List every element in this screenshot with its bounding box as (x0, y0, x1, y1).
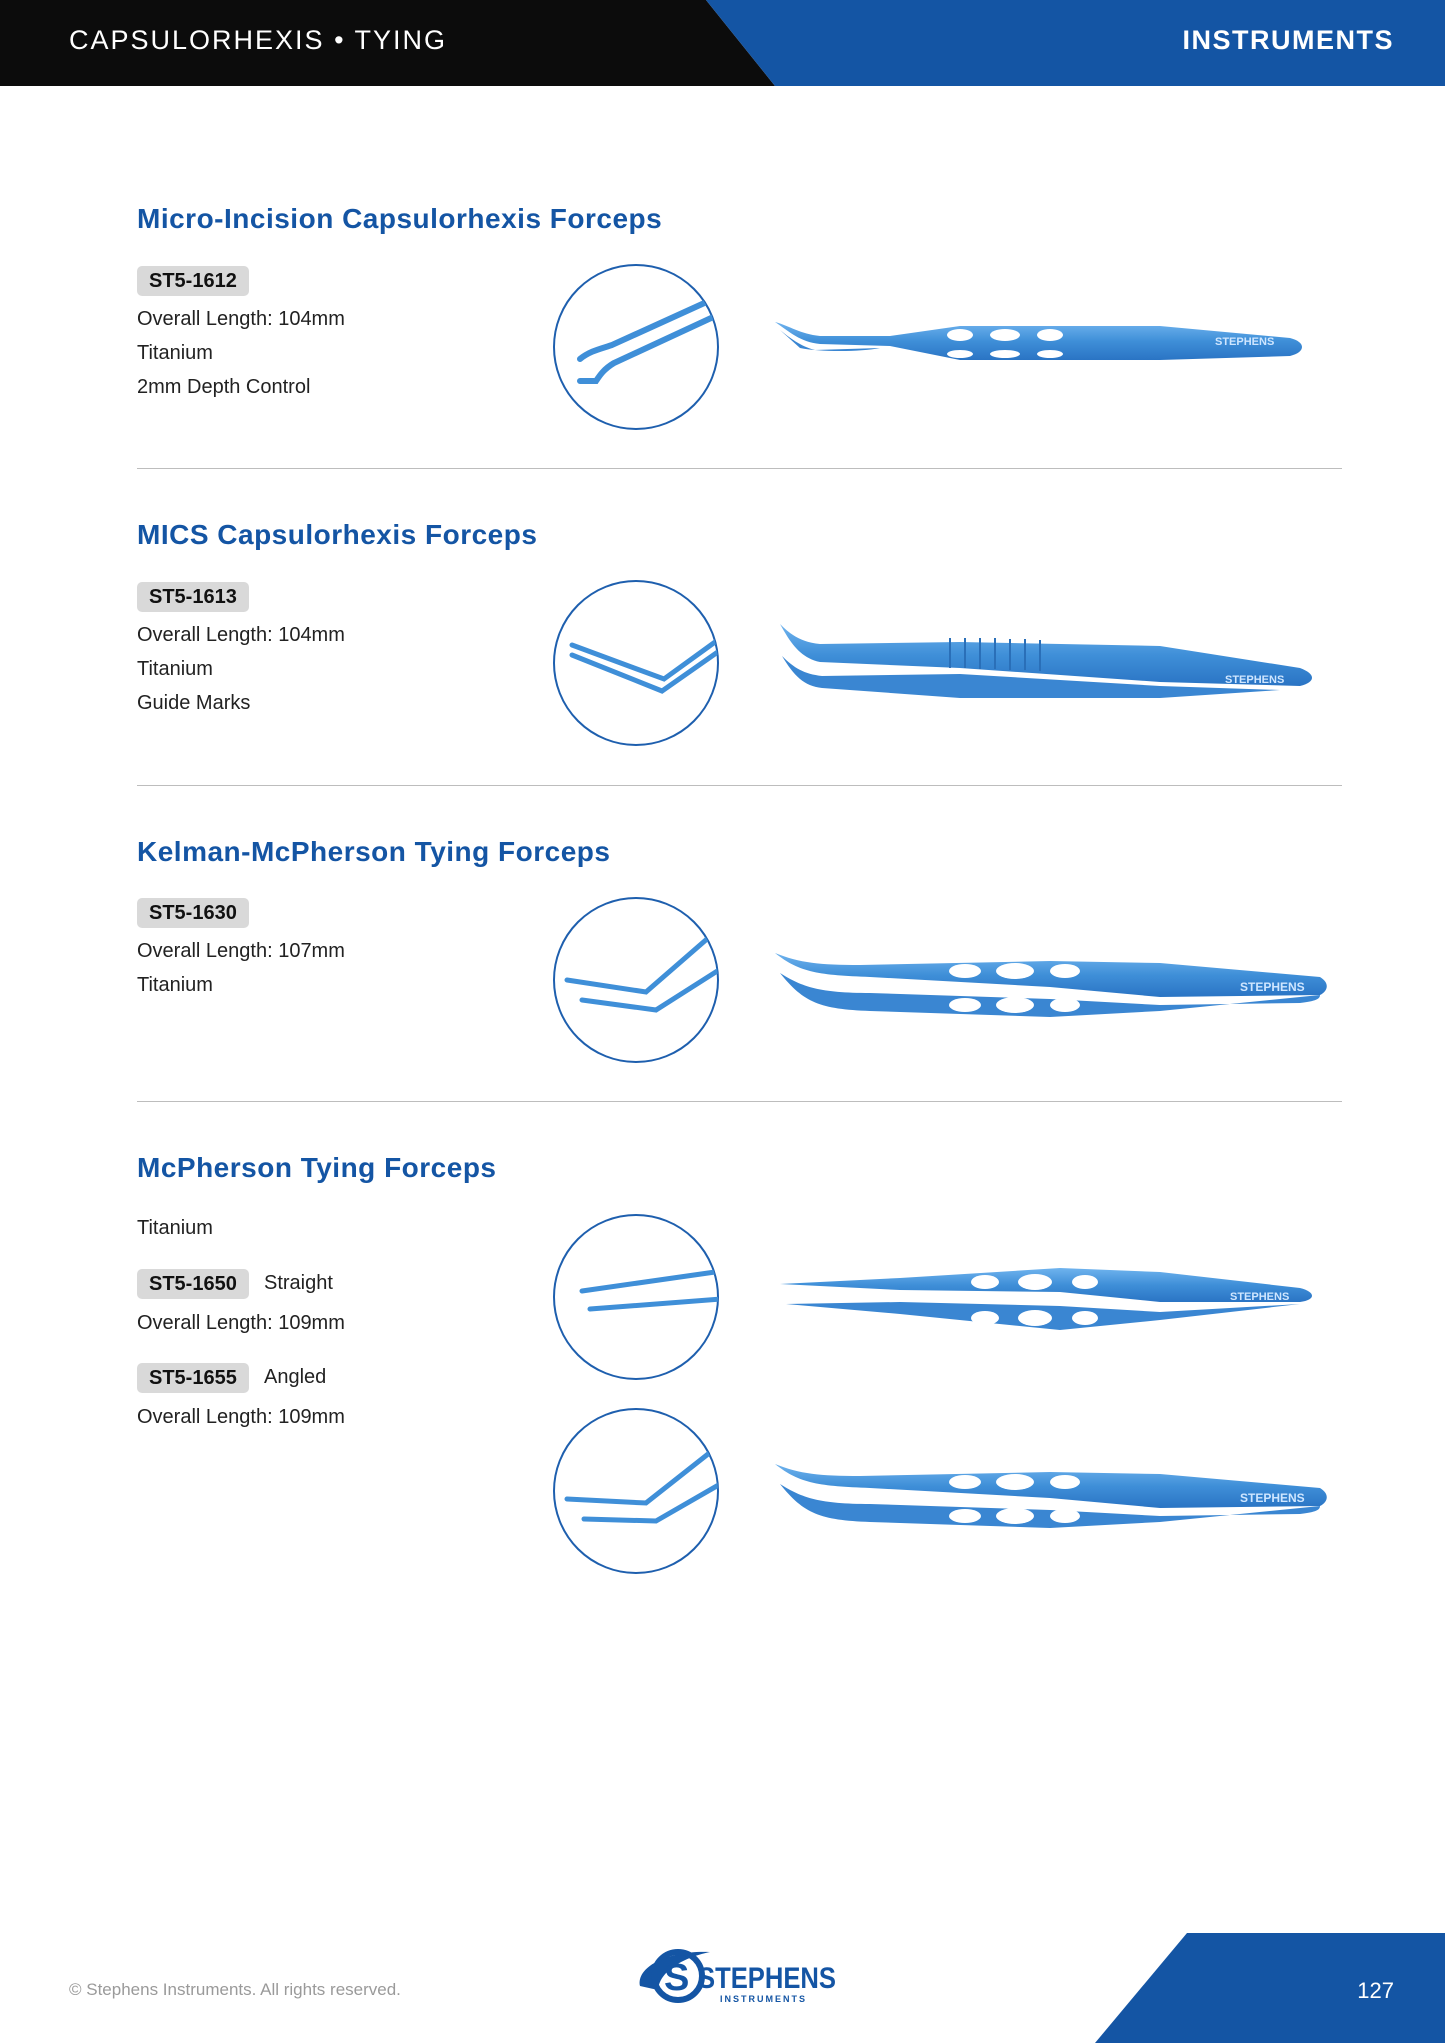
instrument-image (760, 1240, 1330, 1360)
section-divider (137, 468, 1342, 469)
variant-label: Angled (264, 1366, 327, 1388)
product-code-badge: ST5-1612 (137, 266, 249, 296)
product-title: Kelman-McPherson Tying Forceps (137, 836, 611, 867)
instrument-image (760, 290, 1330, 410)
spec-line: Overall Length: 109mm (137, 1406, 345, 1428)
product-title: McPherson Tying Forceps (137, 1152, 497, 1183)
variant-label: Straight (264, 1272, 333, 1294)
tip-detail-circle (552, 263, 720, 431)
spec-line: Overall Length: 104mm (137, 308, 345, 330)
instrument-image (760, 925, 1330, 1045)
catalog-section-title: INSTRUMENTS (1182, 25, 1394, 55)
instrument-image (760, 606, 1330, 726)
spec-line: Overall Length: 107mm (137, 940, 345, 962)
section-divider (137, 1101, 1342, 1102)
spec-line: Overall Length: 104mm (137, 624, 345, 646)
product-code-badge: ST5-1630 (137, 898, 249, 928)
spec-line: Titanium (137, 342, 213, 364)
svg-text:STEPHENS: STEPHENS (698, 1962, 836, 1995)
product-code-badge: ST5-1613 (137, 582, 249, 612)
copyright-text: © Stephens Instruments. All rights reserved. (69, 1980, 401, 1999)
svg-text:S: S (664, 1957, 690, 1999)
svg-text:STEPHENS: STEPHENS (1225, 674, 1285, 686)
tip-detail-circle (552, 896, 720, 1064)
page-number: 127 (1357, 1978, 1394, 2003)
svg-text:STEPHENS: STEPHENS (1230, 1291, 1290, 1303)
spec-line: Overall Length: 109mm (137, 1312, 345, 1334)
spec-line: Titanium (137, 974, 213, 996)
tip-detail-circle (552, 1407, 720, 1575)
product-title: Micro-Incision Capsulorhexis Forceps (137, 203, 663, 234)
product-title: MICS Capsulorhexis Forceps (137, 519, 538, 550)
instrument-image (760, 1436, 1330, 1556)
tip-detail-circle (552, 579, 720, 747)
spec-line: Guide Marks (137, 692, 251, 714)
section-category: CAPSULORHEXIS • TYING (69, 25, 448, 55)
stephens-logo (630, 1946, 848, 2008)
tip-detail-circle (552, 1213, 720, 1381)
svg-text:STEPHENS: STEPHENS (1215, 336, 1275, 348)
product-code-badge: ST5-1655 (137, 1363, 249, 1393)
spec-line: 2mm Depth Control (137, 376, 311, 398)
spec-line: Titanium (137, 658, 213, 680)
spec-line: Titanium (137, 1217, 213, 1239)
product-code-badge: ST5-1650 (137, 1269, 249, 1299)
section-divider (137, 785, 1342, 786)
svg-text:INSTRUMENTS: INSTRUMENTS (720, 1994, 807, 2004)
